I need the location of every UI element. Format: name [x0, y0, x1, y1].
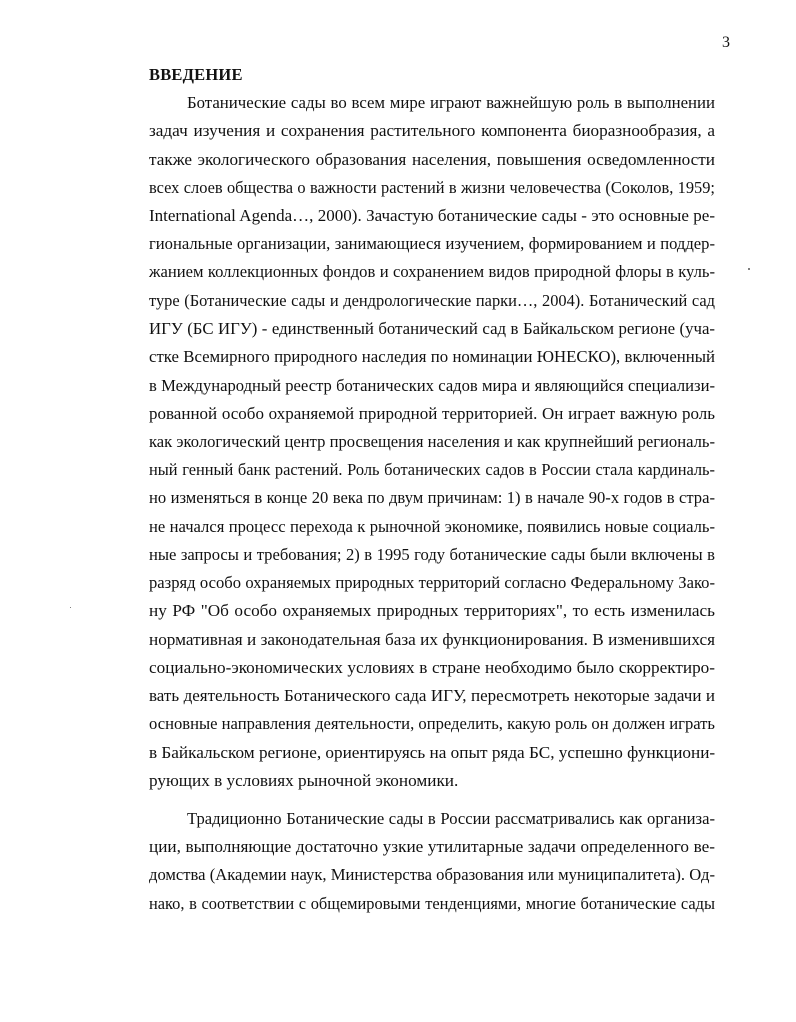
- text-line: рованной особо охраняемой природной территорией. Он играет важную роль: [149, 404, 715, 423]
- text-line: Ботанические сады во всем мире играют важнейшую роль в выполнении: [187, 93, 715, 112]
- text-line: ции, выполняющие достаточно узкие утилитарные задачи определенного ве-: [149, 837, 715, 856]
- text-line: стке Всемирного природного наследия по номинации ЮНЕСКО), включенный: [149, 347, 715, 366]
- text-line: туре (Ботанические сады и дендрологические парки…, 2004). Ботанический сад: [149, 291, 715, 310]
- text-line: не начался процесс перехода к рыночной экономике, появились новые социаль-: [149, 517, 715, 536]
- text-line: рующих в условиях рыночной экономики.: [149, 771, 459, 790]
- text-line: ну РФ "Об особо охраняемых природных территориях", то есть изменилась: [149, 601, 715, 620]
- text-line: жанием коллекционных фондов и сохранением видов природной флоры в куль-: [149, 262, 715, 281]
- text-line: в Международный реестр ботанических садов мира и являющийся специализи-: [149, 376, 715, 395]
- section-heading: ВВЕДЕНИЕ: [149, 65, 243, 84]
- text-line: как экологический центр просвещения населения и как крупнейший региональ-: [149, 432, 715, 451]
- text-line: всех слоев общества о важности растений в жизни человечества (Соколов, 1959;: [149, 178, 715, 197]
- text-line: задач изучения и сохранения растительного компонента биоразнообразия, а: [149, 121, 715, 140]
- text-line: но изменяться в конце 20 века по двум причинам: 1) в начале 90-х годов в стра-: [149, 488, 715, 507]
- text-line: нормативная и законодательная база их функционирования. В изменившихся: [149, 630, 715, 649]
- text-line: социально-экономических условиях в стране необходимо было скорректиро-: [149, 658, 715, 677]
- scan-speck: [70, 607, 71, 608]
- text-line: основные направления деятельности, определить, какую роль он должен играть: [149, 714, 715, 733]
- text-line: вать деятельность Ботанического сада ИГУ, пересмотреть некоторые задачи и: [149, 686, 715, 705]
- text-line: также экологического образования населения, повышения осведомленности: [149, 150, 715, 169]
- text-line: в Байкальском регионе, ориентируясь на опыт ряда БС, успешно функциони-: [149, 743, 716, 762]
- text-line: ные запросы и требования; 2) в 1995 году ботанические сады были включены в: [149, 545, 715, 564]
- text-line: Традиционно Ботанические сады в России рассматривались как организа-: [187, 809, 715, 828]
- text-line: разряд особо охраняемых природных территорий согласно Федеральному Зако-: [149, 573, 715, 592]
- text-line: International Agenda…, 2000). Зачастую ботанические сады - это основные ре-: [149, 206, 715, 225]
- text-line: ИГУ (БС ИГУ) - единственный ботанический сад в Байкальском регионе (уча-: [149, 319, 715, 338]
- text-line: ный генный банк растений. Роль ботанических садов в России стала кардиналь-: [149, 460, 715, 479]
- text-line: гиональные организации, занимающиеся изучением, формированием и поддер-: [149, 234, 715, 253]
- text-line: нако, в соответствии с общемировыми тенденциями, многие ботанические сады: [149, 894, 715, 913]
- page-number: 3: [722, 34, 730, 51]
- text-line: домства (Академии наук, Министерства образования или муниципалитета). Од-: [149, 865, 715, 884]
- scan-speck: [748, 268, 750, 270]
